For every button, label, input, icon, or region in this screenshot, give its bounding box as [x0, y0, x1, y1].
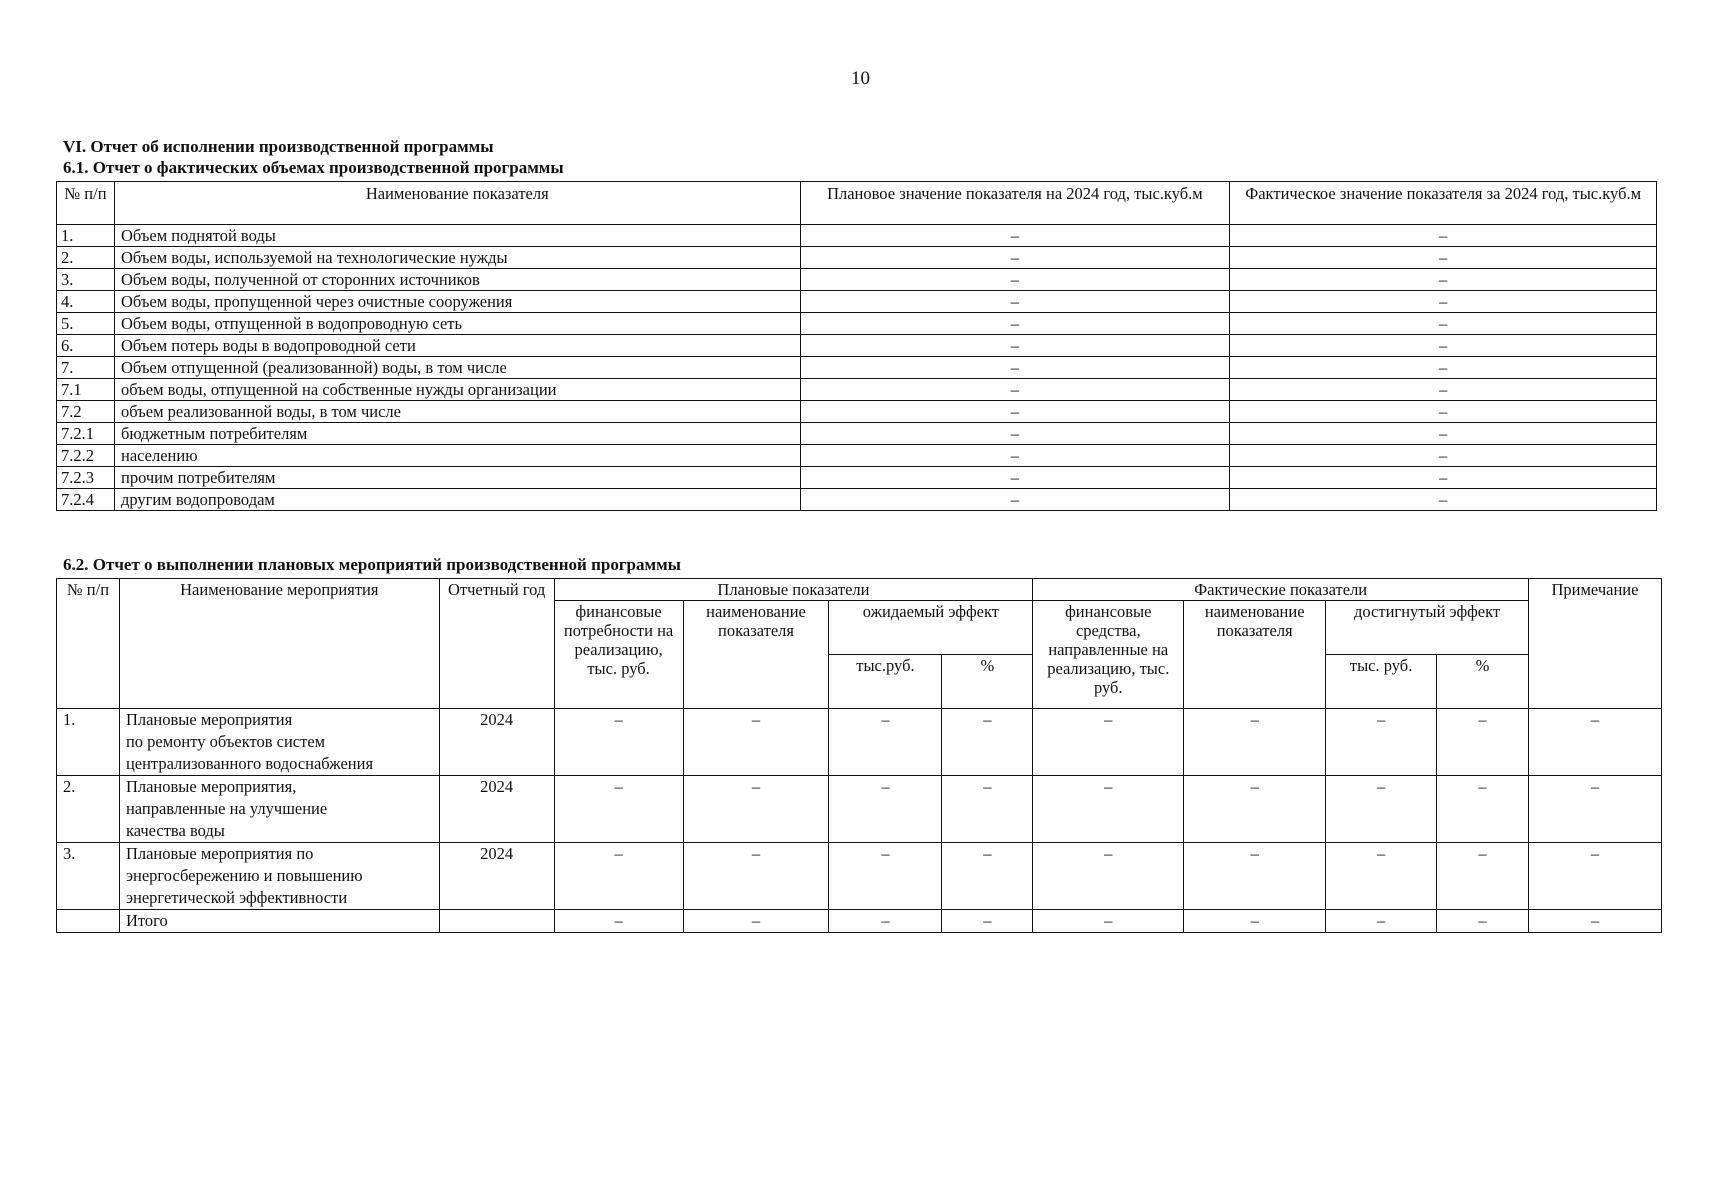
row-fact-value: –	[1230, 313, 1657, 335]
row-indicator-name: Объем воды, отпущенной в водопроводную сеть	[114, 313, 800, 335]
total-year	[439, 910, 554, 933]
header-achieved-effect: достигнутый эффект	[1326, 601, 1529, 655]
row-plan-value: –	[800, 401, 1230, 423]
row-fact-value: –	[1230, 423, 1657, 445]
header-expected-effect: ожидаемый эффект	[829, 601, 1033, 655]
row-plan-indicator-name: –	[683, 776, 829, 843]
row-indicator-name: прочим потребителям	[114, 467, 800, 489]
row-num: 4.	[57, 291, 115, 313]
row-fact-indicator-name: –	[1184, 776, 1326, 843]
header-plan-value: Плановое значение показателя на 2024 год, тыс.куб.м	[800, 182, 1230, 225]
row-achieved-effect-rub: –	[1326, 776, 1437, 843]
measure-name-line: энергетической эффективности	[125, 888, 348, 907]
total-expected-effect-rub: –	[829, 910, 942, 933]
row-plan-value: –	[800, 467, 1230, 489]
header-achieved-effect-pct: %	[1437, 655, 1529, 709]
header-expected-effect-pct: %	[942, 655, 1033, 709]
table-row	[57, 379, 1657, 401]
row-plan-indicator-name: –	[683, 709, 829, 776]
row-indicator-name: Объем воды, пропущенной через очистные сооружения	[114, 291, 800, 313]
table-row	[57, 291, 1657, 313]
header-fact-indicator-name: наименование показателя	[1184, 601, 1326, 709]
table-row	[57, 709, 1662, 776]
row-note: –	[1528, 709, 1661, 776]
row-num: 2.	[57, 247, 115, 269]
measure-name-line: централизованного водоснабжения	[125, 754, 374, 773]
row-num: 7.2.3	[57, 467, 115, 489]
row-plan-value: –	[800, 357, 1230, 379]
total-note: –	[1528, 910, 1661, 933]
row-num: 6.	[57, 335, 115, 357]
row-measure-name	[119, 843, 439, 910]
table-row	[57, 489, 1657, 511]
row-indicator-name: Объем отпущенной (реализованной) воды, в том числе	[114, 357, 800, 379]
row-report-year: 2024	[439, 776, 554, 843]
row-expected-effect-rub: –	[829, 843, 942, 910]
table-body	[57, 225, 1657, 511]
header-num: № п/п	[57, 182, 115, 225]
row-fact-value: –	[1230, 445, 1657, 467]
row-plan-financial-needs: –	[554, 843, 683, 910]
measure-name-line: Плановые мероприятия,	[125, 777, 297, 796]
header-achieved-effect-rub: тыс. руб.	[1326, 655, 1437, 709]
row-num: 5.	[57, 313, 115, 335]
header-actual-indicators: Фактические показатели	[1033, 579, 1529, 601]
row-num: 3.	[57, 843, 120, 910]
row-note: –	[1528, 776, 1661, 843]
header-fact-value: Фактическое значение показателя за 2024 год, тыс.куб.м	[1230, 182, 1657, 225]
table-row	[57, 445, 1657, 467]
header-measure-name: Наименование мероприятия	[119, 579, 439, 709]
row-plan-value: –	[800, 445, 1230, 467]
header-plan-financial-needs: финансовые потребности на реализацию, тыс. руб.	[554, 601, 683, 709]
table-header-row	[57, 182, 1657, 225]
row-indicator-name: другим водопроводам	[114, 489, 800, 511]
row-plan-value: –	[800, 423, 1230, 445]
row-achieved-effect-pct: –	[1437, 843, 1529, 910]
row-fact-value: –	[1230, 225, 1657, 247]
row-plan-financial-needs: –	[554, 709, 683, 776]
row-num: 7.	[57, 357, 115, 379]
row-fact-value: –	[1230, 247, 1657, 269]
row-num: 1.	[57, 709, 120, 776]
row-plan-value: –	[800, 313, 1230, 335]
measure-name-line: Плановые мероприятия	[125, 710, 293, 729]
row-indicator-name: бюджетным потребителям	[114, 423, 800, 445]
row-indicator-name: населению	[114, 445, 800, 467]
row-fact-value: –	[1230, 269, 1657, 291]
row-num: 7.1	[57, 379, 115, 401]
row-plan-financial-needs: –	[554, 776, 683, 843]
header-indicator-name: Наименование показателя	[114, 182, 800, 225]
total-num	[57, 910, 120, 933]
row-indicator-name: объем воды, отпущенной на собственные нужды организации	[114, 379, 800, 401]
row-achieved-effect-rub: –	[1326, 709, 1437, 776]
total-plan-indicator-name: –	[683, 910, 829, 933]
table-row	[57, 423, 1657, 445]
subsection-1-title: 6.1. Отчет о фактических объемах производственной программы	[63, 158, 564, 177]
table-row	[57, 401, 1657, 423]
row-num: 1.	[57, 225, 115, 247]
table-row	[57, 843, 1662, 910]
row-fact-value: –	[1230, 489, 1657, 511]
measure-name-line: качества воды	[125, 821, 225, 840]
row-num: 2.	[57, 776, 120, 843]
total-expected-effect-pct: –	[942, 910, 1033, 933]
row-plan-value: –	[800, 291, 1230, 313]
row-indicator-name: Объем воды, полученной от сторонних источников	[114, 269, 800, 291]
row-fact-value: –	[1230, 401, 1657, 423]
header-note: Примечание	[1528, 579, 1661, 709]
table-row	[57, 335, 1657, 357]
total-achieved-effect-rub: –	[1326, 910, 1437, 933]
row-plan-indicator-name: –	[683, 843, 829, 910]
planned-measures-table	[56, 578, 1662, 933]
total-plan-financial-needs: –	[554, 910, 683, 933]
row-fact-indicator-name: –	[1184, 709, 1326, 776]
header-num: № п/п	[57, 579, 120, 709]
row-num: 3.	[57, 269, 115, 291]
measure-name-line: по ремонту объектов систем	[125, 732, 326, 751]
measure-name-line: направленные на улучшение	[125, 799, 328, 818]
header-report-year: Отчетный год	[439, 579, 554, 709]
row-expected-effect-pct: –	[942, 709, 1033, 776]
row-indicator-name: Объем воды, используемой на технологические нужды	[114, 247, 800, 269]
total-row	[57, 910, 1662, 933]
row-fact-value: –	[1230, 291, 1657, 313]
total-fact-financial-funds: –	[1033, 910, 1184, 933]
table-row	[57, 247, 1657, 269]
row-expected-effect-rub: –	[829, 709, 942, 776]
row-indicator-name: Объем поднятой воды	[114, 225, 800, 247]
total-fact-indicator-name: –	[1184, 910, 1326, 933]
row-expected-effect-pct: –	[942, 843, 1033, 910]
row-measure-name	[119, 776, 439, 843]
row-plan-value: –	[800, 225, 1230, 247]
row-achieved-effect-rub: –	[1326, 843, 1437, 910]
total-label: Итого	[119, 910, 439, 933]
measure-name-line: Плановые мероприятия по	[125, 844, 314, 863]
table-row	[57, 225, 1657, 247]
row-fact-indicator-name: –	[1184, 843, 1326, 910]
header-fact-financial-funds: финансовые средства, направленные на реализацию, тыс. руб.	[1033, 601, 1184, 709]
row-indicator-name: объем реализованной воды, в том числе	[114, 401, 800, 423]
header-expected-effect-rub: тыс.руб.	[829, 655, 942, 709]
row-report-year: 2024	[439, 709, 554, 776]
row-expected-effect-pct: –	[942, 776, 1033, 843]
row-fact-value: –	[1230, 335, 1657, 357]
row-plan-value: –	[800, 489, 1230, 511]
row-achieved-effect-pct: –	[1437, 776, 1529, 843]
table-body	[57, 709, 1662, 933]
row-note: –	[1528, 843, 1661, 910]
measure-name-line: энергосбережению и повышению	[125, 866, 363, 885]
row-report-year: 2024	[439, 843, 554, 910]
row-expected-effect-rub: –	[829, 776, 942, 843]
row-fact-financial-funds: –	[1033, 776, 1184, 843]
table-row	[57, 269, 1657, 291]
row-achieved-effect-pct: –	[1437, 709, 1529, 776]
row-plan-value: –	[800, 247, 1230, 269]
row-indicator-name: Объем потерь воды в водопроводной сети	[114, 335, 800, 357]
row-plan-value: –	[800, 335, 1230, 357]
table-row	[57, 776, 1662, 843]
table-row	[57, 357, 1657, 379]
section-title: VI. Отчет об исполнении производственной программы	[63, 137, 494, 156]
table-row	[57, 467, 1657, 489]
row-plan-value: –	[800, 269, 1230, 291]
subsection-2-title: 6.2. Отчет о выполнении плановых мероприятий производственной программы	[63, 555, 681, 574]
row-plan-value: –	[800, 379, 1230, 401]
row-measure-name	[119, 709, 439, 776]
row-fact-value: –	[1230, 379, 1657, 401]
row-num: 7.2	[57, 401, 115, 423]
row-fact-financial-funds: –	[1033, 709, 1184, 776]
page-number: 10	[851, 68, 870, 89]
production-volumes-table	[56, 181, 1657, 511]
row-fact-value: –	[1230, 467, 1657, 489]
row-num: 7.2.2	[57, 445, 115, 467]
row-num: 7.2.4	[57, 489, 115, 511]
header-planned-indicators: Плановые показатели	[554, 579, 1033, 601]
table-row	[57, 313, 1657, 335]
row-fact-financial-funds: –	[1033, 843, 1184, 910]
row-fact-value: –	[1230, 357, 1657, 379]
header-plan-indicator-name: наименование показателя	[683, 601, 829, 709]
total-achieved-effect-pct: –	[1437, 910, 1529, 933]
row-num: 7.2.1	[57, 423, 115, 445]
